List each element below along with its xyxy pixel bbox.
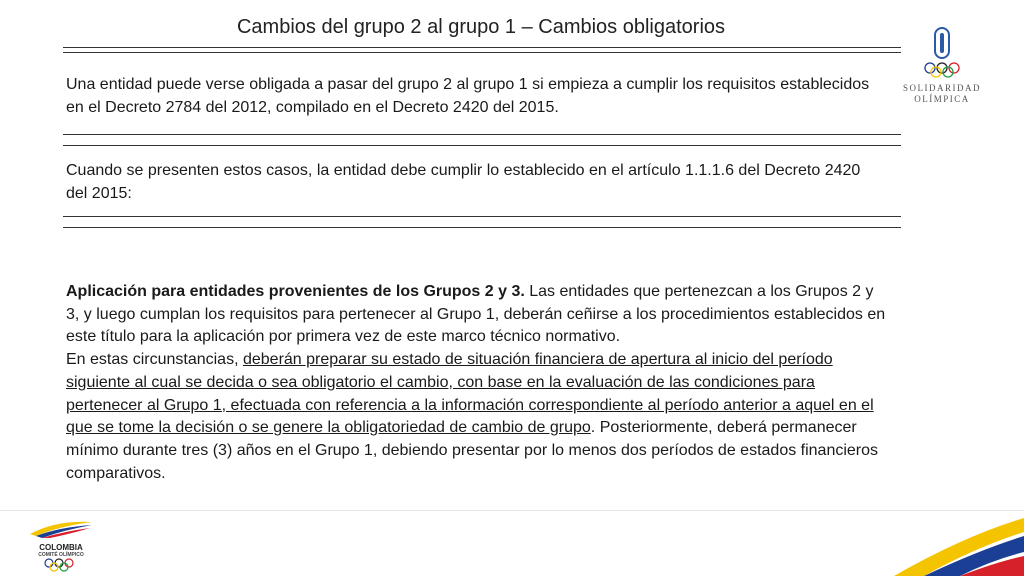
article-conclusion: . Posteriormente, deberá permanecer mínimo durante tres (3) años en el Grupo 1, debiendo presentar por lo menos dos períodos de estados financieros comparativos. xyxy=(66,419,879,482)
footer-divider xyxy=(0,510,1024,511)
flag-swoosh-icon xyxy=(26,518,96,538)
paragraph-article-reference: Cuando se presenten estos casos, la entidad debe cumplir lo establecido en el artículo 1.1.1.6 del Decreto 2420 del 2015: xyxy=(66,162,861,202)
divider xyxy=(63,47,901,48)
colombia-olympic-committee-logo xyxy=(26,518,96,572)
olympic-rings-icon xyxy=(26,558,96,572)
torch-icon xyxy=(929,26,955,62)
divider xyxy=(63,216,901,217)
paragraph-group-change: Una entidad puede verse obligada a pasar del grupo 2 al grupo 1 si empieza a cumplir los requisitos establecidos en el Decreto 2784 del 2012, compilado en el Decreto 2420 del 2015. xyxy=(66,76,870,116)
corner-flag-swoosh xyxy=(884,496,1024,576)
divider xyxy=(63,145,901,146)
divider xyxy=(63,134,901,135)
logo-text-line2: OLÍMPICA xyxy=(914,94,970,104)
article-quote xyxy=(66,281,886,485)
article-intro: Las entidades que pertenezcan a los Grupos 2 y 3, y luego cumplan los requisitos para pertenecer al Grupo 1, deberán ceñirse a los procedimientos establecidos en este título para la aplicación por primera vez de este marco técnico normativo. xyxy=(66,283,886,346)
article-underlined: deberán preparar su estado de situación financiera de apertura al inicio del período siguiente al cual se decida o sea obligatorio el cambio, con base en la evaluación de las condiciones para pertenecer al Grupo 1, efectuada con referencia a la información correspondiente al período anterior a aquel en el que se tome la decisión o se genere la obligatoriedad de cambio de grupo xyxy=(66,351,874,437)
divider xyxy=(63,227,901,228)
olympic-rings-icon xyxy=(922,62,962,78)
divider xyxy=(63,52,901,53)
solidaridad-olimpica-logo xyxy=(898,26,986,105)
logo-committee-label: COMITÉ OLÍMPICO xyxy=(38,552,84,558)
logo-colombia-label: COLOMBIA xyxy=(39,543,83,552)
page-title: Cambios del grupo 2 al grupo 1 – Cambios obligatorios xyxy=(236,16,726,38)
article-lead: En estas circunstancias, xyxy=(66,351,243,369)
logo-text-line1: SOLIDARIDAD xyxy=(903,83,981,93)
article-heading: Aplicación para entidades provenientes de los Grupos 2 y 3. xyxy=(66,283,525,300)
